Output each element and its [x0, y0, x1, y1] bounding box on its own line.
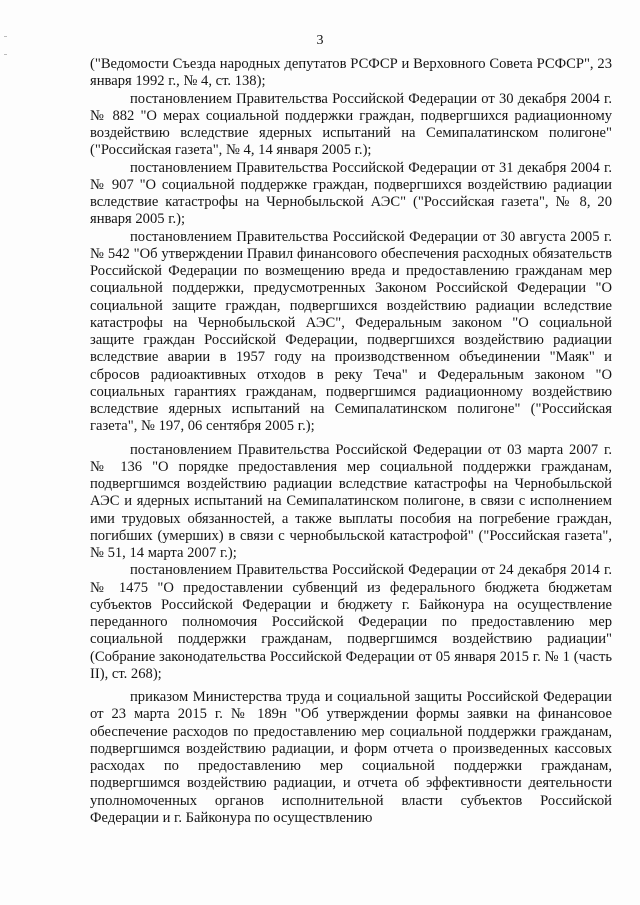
paragraph: постановлением Правительства Российской Федерации от 24 декабря 2014 г. № 1475 "О предоставлении субвенций из федерального бюджета бюджетам субъектов Российской Федерации и бюджету г. Байконура на осуществление переданного полномочия Российской Федерации по предоставлению мер социальной поддержки гражданам, подвергшимся воздействию радиации" (Собрание законодательства Российской Федерации от 05 января 2015 г. № 1 (часть II), ст. 268); — [90, 562, 612, 682]
document-body — [90, 56, 612, 827]
paragraph: постановлением Правительства Российской Федерации от 03 марта 2007 г. № 136 "О порядке предоставления мер социальной поддержки гражданам, подвергшимся воздействию радиации вследствие катастрофы на Чернобыльской АЭС и ядерных испытаний на Семипалатинском полигоне, в связи с исполнением ими трудовых обязанностей, а также выплаты пособия на погребение граждан, погибших (умерших) в связи с чернобыльской катастрофой" ("Российская газета", № 51, 14 марта 2007 г.); — [90, 441, 612, 561]
paragraph: постановлением Правительства Российской Федерации от 30 августа 2005 г. № 542 "Об утверждении Правил финансового обеспечения расходных обязательств Российской Федерации по возмещению вреда и предоставлению гражданам мер социальной поддержки, предусмотренных Законом Российской Федерации "О социальной защите граждан, подвергшихся воздействию радиации вследствие катастрофы на Чернобыльской АЭС", Федеральным законом "О социальной защите граждан Российской Федерации, подвергшихся воздействию радиации вследствие аварии в 1957 году на производственном объединении "Маяк" и сбросов радиоактивных отходов в реку Теча" и Федеральным законом "О социальных гарантиях гражданам, подвергшимся радиационному воздействию вследствие ядерных испытаний на Семипалатинском полигоне" ("Российская газета", № 197, 06 сентября 2005 г.); — [90, 228, 612, 435]
scan-margin-mark — [4, 54, 7, 55]
paragraph: приказом Министерства труда и социальной защиты Российской Федерации от 23 марта 2015 г. № 189н "Об утверждении формы заявки на финансовое обеспечение расходов по предоставлению мер социальной поддержки гражданам, подвергшимся воздействию радиации, и форм отчета о произведенных кассовых расходах по предоставлению мер социальной поддержки гражданам, подвергшимся воздействию радиации, и отчета об эффективности деятельности уполномоченных органов исполнительной власти субъектов Российской Федерации и г. Байконура по осуществлению — [90, 689, 612, 826]
paragraph: ("Ведомости Съезда народных депутатов РСФСР и Верховного Совета РСФСР", 23 января 1992 г., № 4, ст. 138); — [90, 56, 612, 90]
paragraph: постановлением Правительства Российской Федерации от 30 декабря 2004 г. № 882 "О мерах социальной поддержки граждан, подвергшихся радиационному воздействию вследствие ядерных испытаний на Семипалатинском полигоне" ("Российская газета", № 4, 14 января 2005 г.); — [90, 90, 612, 159]
page-number: 3 — [316, 33, 324, 48]
paragraph: постановлением Правительства Российской Федерации от 31 декабря 2004 г. № 907 "О социальной поддержке граждан, подвергшихся воздействию радиации вследствие катастрофы на Чернобыльской АЭС" ("Российская газета", № 8, 20 января 2005 г.); — [90, 159, 612, 228]
